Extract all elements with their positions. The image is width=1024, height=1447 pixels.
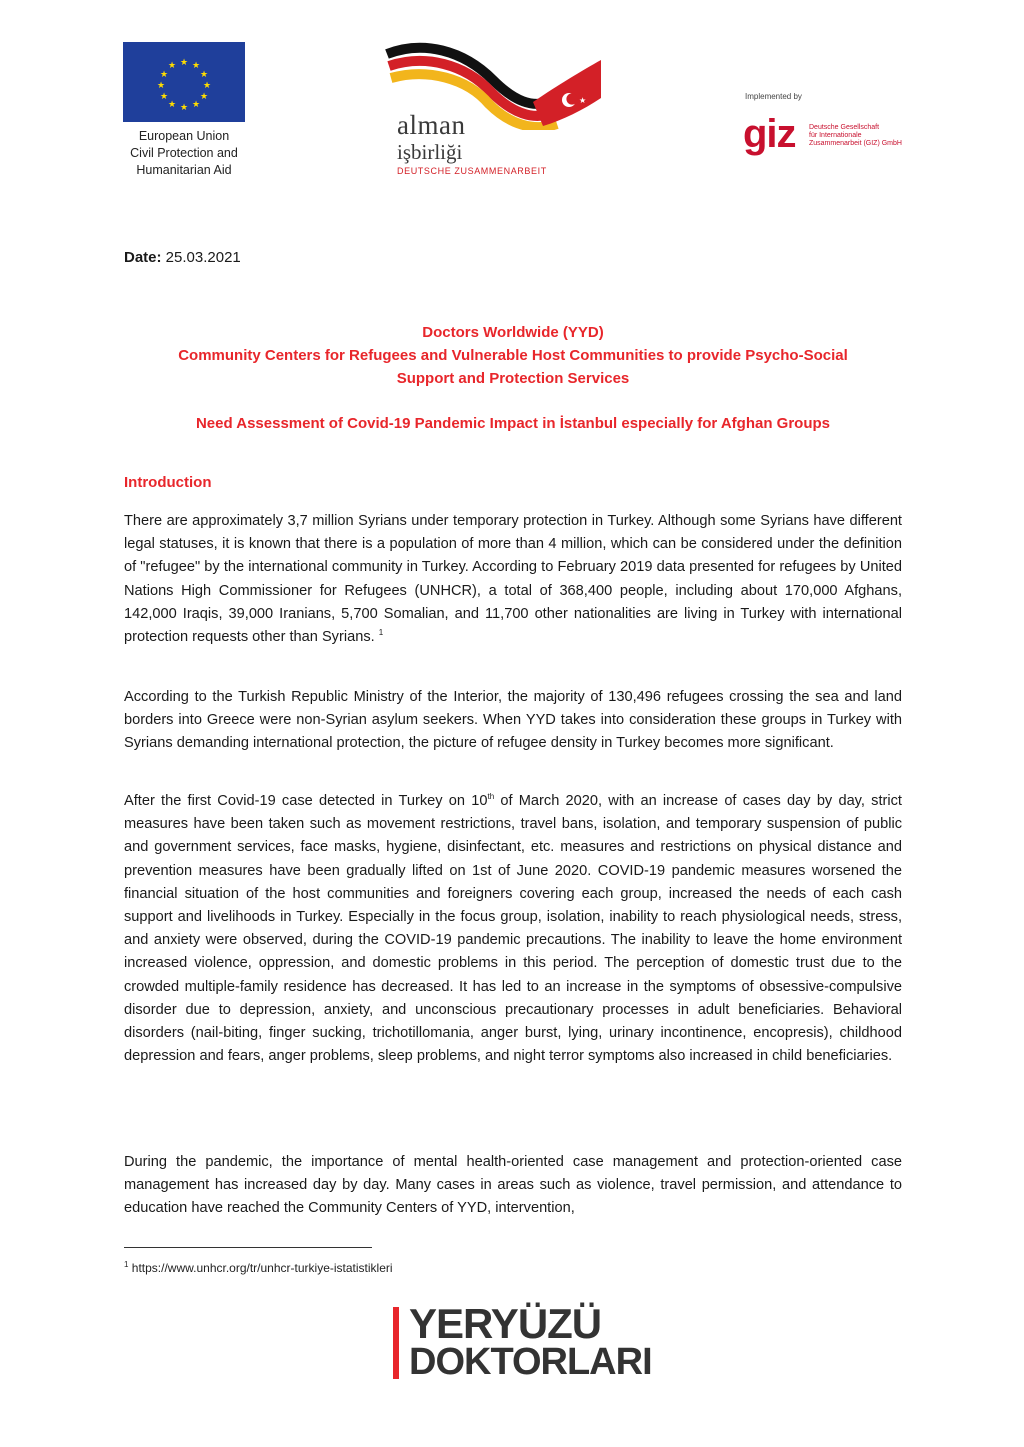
svg-text:★: ★: [159, 70, 169, 80]
alman-word: alman: [397, 110, 466, 140]
implemented-by-label: Implemented by: [745, 92, 802, 101]
svg-text:★: ★: [179, 58, 189, 68]
svg-text:★: ★: [202, 81, 212, 91]
footnote-number: 1: [124, 1260, 129, 1269]
logo-line-2: DOKTORLARI: [409, 1341, 652, 1383]
svg-text:★: ★: [167, 61, 177, 71]
footnote-link[interactable]: https://www.unhcr.org/tr/unhcr-turkiye-istatistikleri: [128, 1261, 393, 1275]
assessment-title: Need Assessment of Covid-19 Pandemic Impact in İstanbul especially for Afghan Groups: [195, 415, 831, 432]
logo-red-bar: [393, 1307, 399, 1379]
footnote-ref[interactable]: 1: [378, 628, 384, 638]
eu-caption-line: European Union: [138, 129, 230, 143]
giz-fullname-line: Deutsche Gesellschaft: [809, 124, 880, 131]
project-title-line: Community Centers for Refugees and Vulnerable Host Communities to provide Psycho-Social: [178, 347, 848, 364]
paragraph: During the pandemic, the importance of mental health-oriented case management and protection-oriented case management has increased day by day. Many cases in areas such as violence, travel permission, and attendance to education have reached the Community Centers of YYD, intervention,: [124, 1154, 902, 1217]
svg-text:★: ★: [156, 81, 166, 91]
eu-caption-line: Humanitarian Aid: [136, 163, 232, 177]
svg-text:★: ★: [199, 92, 209, 102]
svg-text:★: ★: [191, 61, 201, 71]
paragraph: [124, 510, 902, 649]
paragraph-text: There are approximately 3,7 million Syrians under temporary protection in Turkey. Although some Syrians have different legal statuses, it is known that there is a population of more than 4 million, which can be considered under the definition of "refugee" by the international community in Turkey. According to February 2019 data presented for refugees by United Nations High Commissioner for Refugees (UNHCR), a total of 368,400 people, including about 170,000 Afghans, 142,000 Iraqis, 39,000 Iranians, 5,700 Somalian, and 11,700 other nationalities are living in Turkey with international protection requests other than Syrians.: [124, 513, 902, 646]
deutsche-zusammenarbeit-text: DEUTSCHE ZUSAMMENARBEIT: [397, 166, 547, 176]
giz-fullname-line: für Internationale: [809, 132, 862, 139]
footnote-divider: [124, 1247, 372, 1248]
svg-text:★: ★: [191, 100, 201, 110]
giz-wordmark: giz: [743, 112, 796, 156]
svg-text:★: ★: [167, 100, 177, 110]
document-date: [124, 249, 241, 266]
isbirligi-word: işbirliği: [397, 140, 463, 164]
document-title: [124, 321, 902, 390]
org-name: Doctors Worldwide (YYD): [422, 324, 604, 341]
paragraph-text: After the first Covid-19 case detected in Turkey on 10: [124, 793, 488, 809]
project-title-line: Support and Protection Services: [396, 370, 630, 387]
svg-text:★: ★: [579, 96, 587, 105]
logo-line-1: YERYÜZÜ: [409, 1300, 602, 1347]
eu-caption: [123, 128, 245, 179]
giz-fullname-line: Zusammenarbeit (GIZ) GmbH: [809, 140, 902, 147]
paragraph: [124, 790, 902, 1068]
eu-flag-icon: [123, 42, 245, 122]
svg-text:★: ★: [159, 92, 169, 102]
svg-text:★: ★: [199, 70, 209, 80]
date-value: 25.03.2021: [161, 249, 241, 266]
svg-text:★: ★: [179, 103, 189, 113]
eu-logo: [123, 42, 245, 179]
paragraph: According to the Turkish Republic Ministry of the Interior, the majority of 130,496 refugees crossing the sea and land borders into Greece were non-Syrian asylum seekers. When YYD takes into consideration these groups in Turkey with Syrians demanding international protection, the picture of refugee density in Turkey becomes more significant.: [124, 689, 902, 752]
paragraph-text: of March 2020, with an increase of cases day by day, strict measures have been taken such as movement restrictions, travel bans, isolation, and temporary suspension of public and government services, face masks, hygiene, disinfectant, etc. measures and restrictions on physical distance and prevention measures have been gradually lifted on 1st of June 2020. COVID-19 pandemic measures worsened the financial situation of the host communities and foreigners covering each group, increased the needs of each cash support and livelihoods in Turkey. Especially in the focus group, isolation, inability to reach physiological needs, stress, and anxiety were observed, during the COVID-19 pandemic precautions. The inability to leave the home environment increased violence, oppression, and domestic problems in this period. The perception of domestic trust due to the crowded multiple-family residence has decreased. It has led to an increase in the symptoms of obsessive-compulsive disorder due to depression, anxiety, and unconscious precautionary processes in adult beneficiaries. Behavioral disorders (nail-biting, finger sucking, trichotillomania, anger burst, lying, urinary incontinence, encopresis), childhood depression and fears, anger problems, sleep problems, and night terror symptoms also increased in child beneficiaries.: [124, 793, 902, 1065]
giz-logo: [743, 92, 913, 162]
eu-caption-line: Civil Protection and: [130, 146, 238, 160]
alman-isbirligi-logo: [383, 40, 605, 180]
date-label: Date:: [124, 249, 162, 266]
section-heading-introduction: Introduction: [124, 474, 212, 491]
ordinal-suffix: th: [487, 792, 495, 802]
yeryuzu-doktorlari-logo: [393, 1300, 652, 1383]
giz-fullname: [809, 124, 902, 148]
footnote: [124, 1261, 393, 1275]
